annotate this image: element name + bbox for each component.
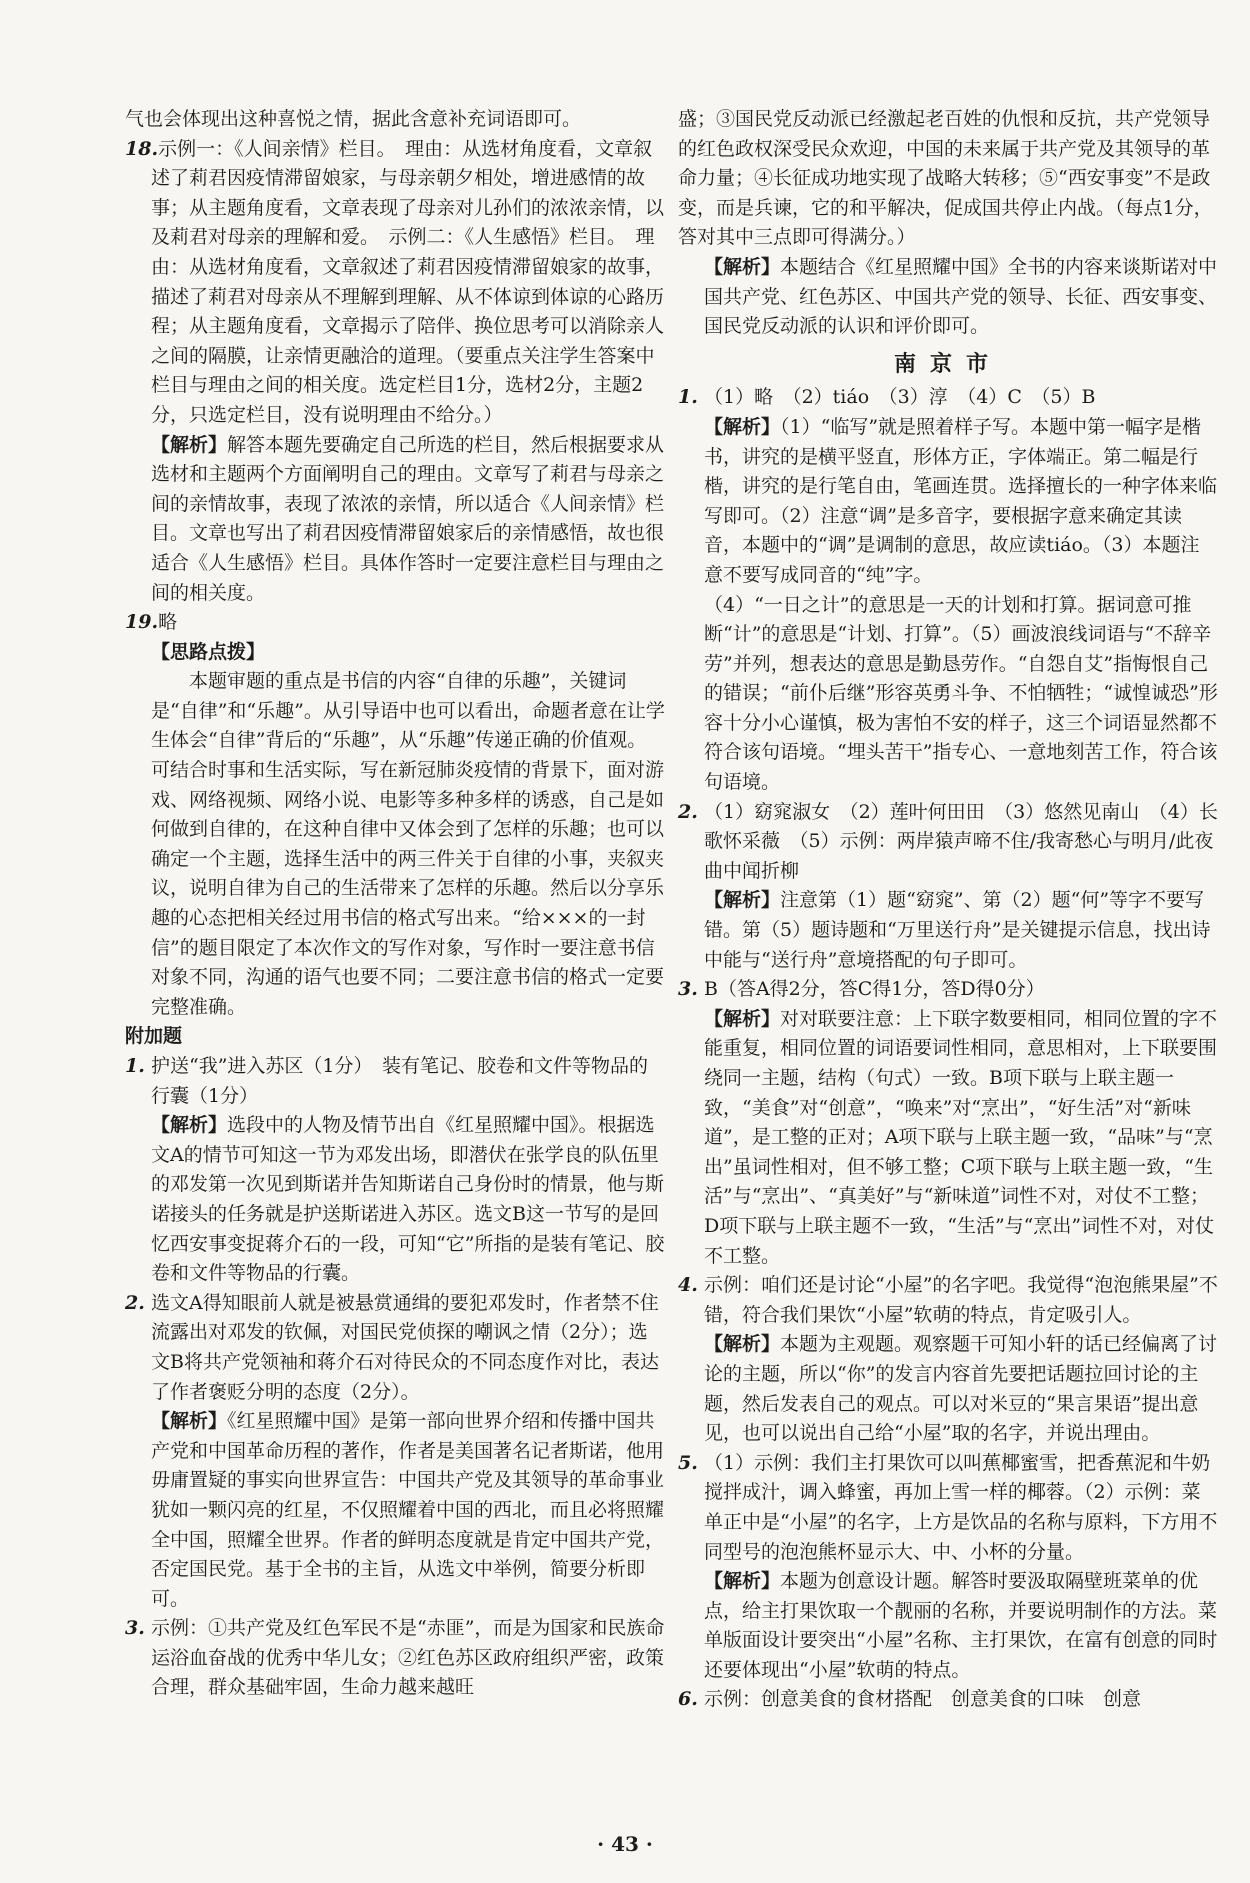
analysis-n2	[678, 886, 1218, 975]
analysis-label: 【解析】	[704, 1570, 781, 1593]
analysis-a3	[678, 253, 1218, 342]
additional-question-3	[125, 1614, 665, 1703]
analysis-text: 本题为创意设计题。解答时要汲取隔壁班菜单的优点，给主打果饮取一个靓丽的名称，并要说明制作的方法。菜单版面设计要突出“小屋”名称、主打果饮，在富有创意的同时还要体现出“小屋”软萌的特点。	[704, 1570, 1218, 1681]
left-column	[125, 105, 665, 1703]
answer-text: 示例：咱们还是讨论“小屋”的名字吧。我觉得“泡泡熊果屋”不错，符合我们果饮“小屋”软萌的特点，肯定吸引人。	[704, 1274, 1218, 1326]
analysis-text: （1）“临写”就是照着样子写。本题中第一幅字是楷书，讲究的是横平竖直，形体方正，字体端正。第二幅是行楷，讲究的是行笔自由，笔画连贯。选择擅长的一种字体来临写即可。（2）注意“调”是多音字，要根据字意来确定其读音，本题中的“调”是调制的意思，故应读tiáo。（3）本题注意不要写成同音的“纯”字。	[704, 415, 1218, 586]
answer-text: （1）略 （2）tiáo （3）淳 （4）C （5）B	[704, 386, 1096, 409]
question-19	[125, 608, 665, 638]
analysis-label: 【解析】	[704, 889, 781, 912]
nanjing-question-6	[678, 1685, 1218, 1715]
page-number: · 43 ·	[597, 1832, 653, 1856]
analysis-label: 【解析】	[704, 1333, 781, 1356]
nanjing-question-4	[678, 1271, 1218, 1330]
analysis-a1	[125, 1111, 665, 1289]
right-continuation: 盛；③国民党反动派已经激起老百姓的仇恨和反抗，共产党领导的红色政权深受民众欢迎，中国的未来属于共产党及其领导的革命力量；④长征成功地实现了战略大转移；⑤“西安事变”不是政变，而是兵谏，它的和平解决，促成国共停止内战。（每点1分，答对其中三点即可得满分。）	[678, 108, 1213, 249]
answer-text: 示例：创意美食的食材搭配 创意美食的口味 创意	[704, 1688, 1142, 1711]
question-18	[125, 135, 665, 431]
analysis-label: 【解析】	[151, 1114, 228, 1137]
analysis-n1	[678, 413, 1218, 591]
nanjing-question-3	[678, 975, 1218, 1005]
right-column	[678, 105, 1218, 1715]
analysis-18	[125, 431, 665, 609]
analysis-n4	[678, 1330, 1218, 1448]
answer-text: 示例一：《人间亲情》栏目。 理由：从选材角度看，文章叙述了莉君因疫情滞留娘家，与母亲朝夕相处，增进感情的故事；从主题角度看，文章表现了母亲对儿孙们的浓浓亲情，以及莉君对母亲的理解和爱。 示例二：《人生感悟》栏目。 理由：从选材角度看，文章叙述了莉君因疫情滞留娘家的故事，描述了莉君对母亲从不理解到理解、从不体谅到体谅的心路历程；从主题角度看，文章揭示了陪伴、换位思考可以消除亲人之间的隔膜，让亲情更融洽的道理。（要重点关注学生答案中栏目与理由之间的相关度。选定栏目1分，选材2分，主题2分，只选定栏目，没有说明理由不给分。）	[151, 137, 665, 426]
answer-text: 选文A得知眼前人就是被悬赏通缉的要犯邓发时，作者禁不住流露出对邓发的钦佩，对国民党侦探的嘲讽之情（2分）；选文B将共产党领袖和蒋介石对待民众的不同态度作对比，表达了作者褒贬分明的态度（2分）。	[151, 1291, 659, 1403]
analysis-text: 对对联要注意：上下联字数要相同，相同位置的字不能重复，相同位置的词语要词性相同，意思相对，上下联要围绕同一主题，结构（句式）一致。B项下联与上联主题一致，“美食”对“创意”，“唤来”对“烹出”，“好生活”对“新味道”，是工整的正对；A项下联与上联主题一致，“品味”与“烹出”虽词性相对，但不够工整；C项下联与上联主题一致，“生活”与“烹出”、“真美好”与“新味道”词性不对，对仗不工整；D项下联与上联主题不一致，“生活”与“烹出”词性不对，对仗不工整。	[704, 1007, 1218, 1267]
analysis-n1-cont: （4）“一日之计”的意思是一天的计划和打算。据词意可推断“计”的意思是“计划、打算”。（5）画波浪线词语与“不辞辛劳”并列，想表达的意思是勤恳劳作。“自怨自艾”指悔恨自己的错误；“前仆后继”形容英勇斗争、不怕牺牲；“诚惶诚恐”形容十分小心谨慎，极为害怕不安的样子，这三个词语显然都不符合该句语境。“埋头苦干”指专心、一意地刻苦工作，符合该句语境。	[704, 593, 1218, 794]
question-number: 2.	[125, 1291, 145, 1314]
question-number: 1.	[125, 1055, 145, 1077]
analysis-n3	[678, 1005, 1218, 1271]
analysis-text: 本题结合《红星照耀中国》全书的内容来谈斯诺对中国共产党、红色苏区、中国共产党的领导、长征、西安事变、国民党反动派的认识和评价即可。	[704, 255, 1218, 338]
answer-text: B（答A得2分，答C得1分，答D得0分）	[704, 978, 1045, 1001]
question-number: 18.	[125, 137, 159, 160]
question-number: 4.	[678, 1274, 698, 1297]
analysis-text: 选段中的人物及情节出自《红星照耀中国》。根据选文A的情节可知这一节为邓发出场，即潜伏在张学良的队伍里的邓发第一次见到斯诺并告知斯诺自己身份时的情景，他与斯诺接头的任务就是护送斯诺进入苏区。选文B这一节写的是回忆西安事变捉蒋介石的一段，可知“它”所指的是装有笔记、胶卷和文件等物品的行囊。	[151, 1114, 665, 1285]
answer-text: 护送“我”进入苏区（1分） 装有笔记、胶卷和文件等物品的行囊（1分）	[151, 1055, 649, 1107]
analysis-text: 《红星照耀中国》是第一部向世界介绍和传播中国共产党和中国革命历程的著作，作者是美国著名记者斯诺，他用毋庸置疑的事实向世界宣告：中国共产党及其领导的革命事业犹如一颗闪亮的红星，不仅照耀着中国的西北，而且必将照耀全中国，照耀全世界。作者的鲜明态度就是肯定中国共产党，否定国民党。基于全书的主旨，从选文中举例，简要分析即可。	[151, 1410, 665, 1610]
question-number: 19.	[125, 611, 159, 634]
answer-text: （1）窈窕淑女 （2）莲叶何田田 （3）悠然见南山 （4）长歌怀采薇 （5）示例：两岸猿声啼不住/我寄愁心与明月/此夜曲中闻折柳	[704, 800, 1218, 882]
answer-text: 示例：①共产党及红色军民不是“赤匪”，而是为国家和民族命运浴血奋战的优秀中华儿女；②红色苏区政府组织严密，政策合理，群众基础牢固，生命力越来越旺	[151, 1617, 665, 1699]
analysis-text: 注意第（1）题“窈窕”、第（2）题“何”等字不要写错。第（5）题诗题和“万里送行舟”是关键提示信息，找出诗中能与“送行舟”意境搭配的句子即可。	[704, 889, 1211, 971]
analysis-label: 【解析】	[151, 1410, 228, 1433]
question-number: 3.	[125, 1617, 145, 1640]
answer-text: （1）示例：我们主打果饮可以叫蕉椰蜜雪，把香蕉泥和牛奶搅拌成汁，调入蜂蜜，再加上雪一样的椰蓉。（2）示例：菜单正中是“小屋”的名字，上方是饮品的名称与原料，下方用不同型号的泡泡熊杯显示大、中、小杯的分量。	[704, 1451, 1218, 1563]
additional-question-2	[125, 1289, 665, 1407]
left-continuation: 气也会体现出这种喜悦之情，据此含意补充词语即可。	[125, 108, 582, 130]
question-number: 6.	[678, 1688, 698, 1711]
question-number: 3.	[678, 978, 698, 1001]
analysis-label: 【解析】	[704, 1007, 781, 1030]
analysis-text: 解答本题先要确定自己所选的栏目，然后根据要求从选材和主题两个方面阐明自己的理由。文章写了莉君与母亲之间的亲情故事，表现了浓浓的亲情，所以适合《人间亲情》栏目。文章也写出了莉君因疫情滞留娘家后的亲情感悟，故也很适合《人生感悟》栏目。具体作答时一定要注意栏目与理由之间的相关度。	[151, 433, 665, 604]
additional-question-1	[125, 1052, 665, 1111]
nanjing-question-5	[678, 1449, 1218, 1567]
analysis-label: 【解析】	[151, 433, 228, 456]
question-number: 2.	[678, 800, 698, 823]
analysis-label: 【解析】	[704, 415, 781, 438]
analysis-n5	[678, 1567, 1218, 1685]
analysis-label: 【解析】	[704, 255, 781, 278]
additional-questions-heading: 附加题	[125, 1025, 183, 1048]
section-title-nanjing: 南京市	[893, 351, 1002, 377]
question-number: 1.	[678, 386, 698, 409]
analysis-text: 本题为主观题。观察题干可知小轩的话已经偏离了讨论的主题，所以“你”的发言内容首先要把话题拉回讨论的主题，然后发表自己的观点。可以对米豆的“果言果语”提出意见，也可以说出自己给“小屋”取的名字，并说出理由。	[704, 1333, 1218, 1445]
question-number: 5.	[678, 1451, 698, 1474]
nanjing-question-2	[678, 798, 1218, 887]
hint-text: 本题审题的重点是书信的内容“自律的乐趣”，关键词是“自律”和“乐趣”。从引导语中也可以看出，命题者意在让学生体会“自律”背后的“乐趣”，从“乐趣”传递正确的价值观。可结合时事和生活实际，写在新冠肺炎疫情的背景下，面对游戏、网络视频、网络小说、电影等多种多样的诱惑，自己是如何做到自律的，在这种自律中又体会到了怎样的乐趣；也可以确定一个主题，选择生活中的两三件关于自律的小事，夹叙夹议，说明自律为自己的生活带来了怎样的乐趣。然后以分享乐趣的心态把相关经过用书信的格式写出来。“给×××的一封信”的题目限定了本次作文的写作对象，写作时一要注意书信对象不同，沟通的语气也要不同；二要注意书信的格式一定要完整准确。	[151, 670, 665, 1018]
analysis-a2	[125, 1407, 665, 1614]
answer-text: 略	[158, 611, 178, 634]
nanjing-question-1	[678, 383, 1218, 413]
hint-label: 【思路点拨】	[151, 640, 266, 663]
